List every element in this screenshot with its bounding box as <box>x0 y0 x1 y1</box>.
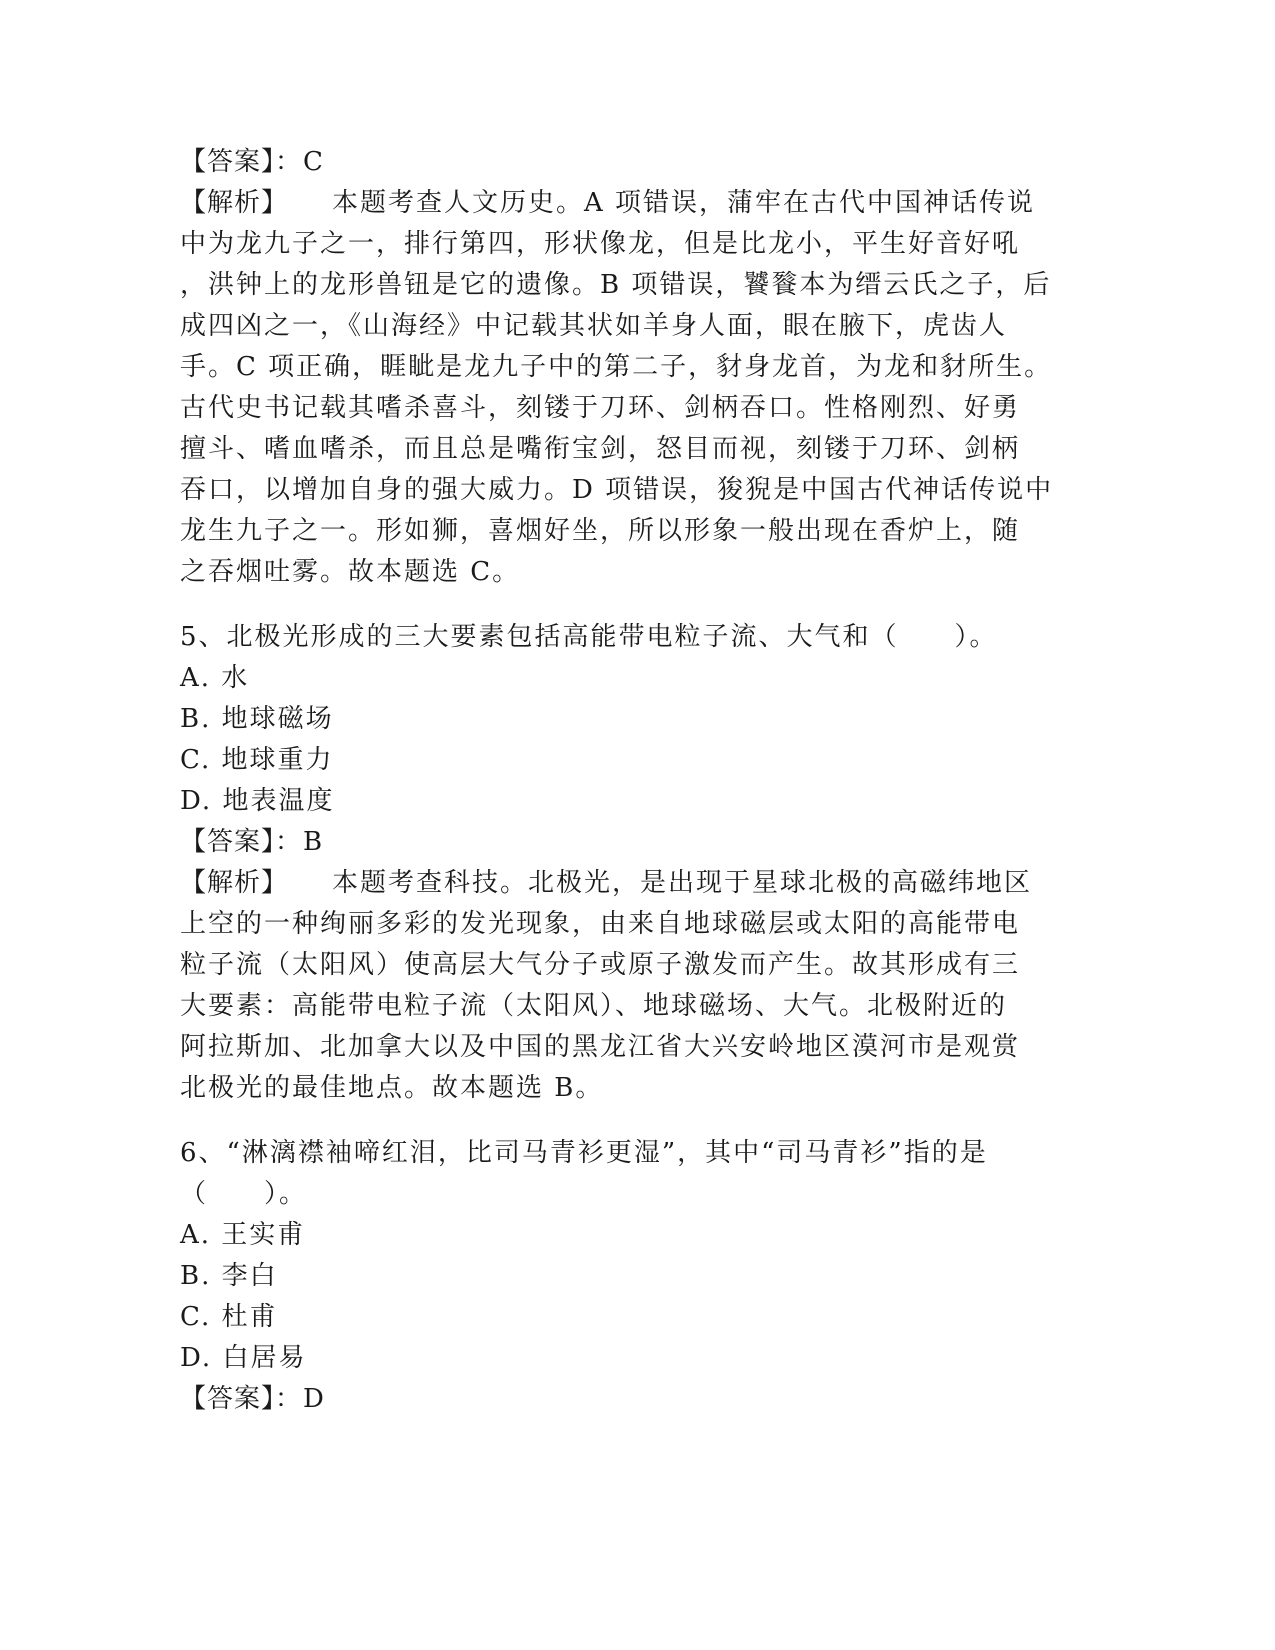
answer-value: B <box>303 827 325 857</box>
q6-option-c: C. 杜甫 <box>180 1302 278 1332</box>
answer-separator: ： <box>275 147 304 177</box>
q5-analysis-line-5: 阿拉斯加、北加拿大以及中国的黑龙江省大兴安岭地区漠河市是观赏 <box>180 1032 1021 1062</box>
analysis-text: 本题考查科技。北极光，是出现于星球北极的高磁纬地区 <box>332 868 1033 898</box>
q5-analysis-line-1 <box>180 866 1032 900</box>
prev-analysis-line-7: 擅斗、嗜血嗜杀，而且总是嘴衔宝剑，怒目而视，刻镂于刀环、剑柄 <box>180 434 1021 464</box>
answer-label: 【答案】 <box>180 147 276 177</box>
analysis-text: 本题考查人文历史。A 项错误，蒲牢在古代中国神话传说 <box>332 188 1036 218</box>
q6-stem-line-1: 6、“淋漓襟袖啼红泪，比司马青衫更湿”，其中“司马青衫”指的是 <box>180 1138 988 1168</box>
q6-answer-line <box>180 1382 326 1416</box>
answer-value: D <box>303 1384 326 1414</box>
q5-stem: 5、北极光形成的三大要素包括高能带电粒子流、大气和（ ）。 <box>180 622 998 652</box>
analysis-label: 【解析】 <box>180 188 289 218</box>
analysis-label: 【解析】 <box>180 868 289 898</box>
prev-analysis-line-3: ，洪钟上的龙形兽钮是它的遗像。B 项错误，饕餮本为缙云氏之子，后 <box>180 270 1052 300</box>
q5-analysis-line-2: 上空的一种绚丽多彩的发光现象，由来自地球磁层或太阳的高能带电 <box>180 909 1021 939</box>
q5-answer-line <box>180 825 324 859</box>
answer-separator: ： <box>275 827 304 857</box>
prev-analysis-line-2: 中为龙九子之一，排行第四，形状像龙，但是比龙小，平生好音好吼 <box>180 229 1021 259</box>
answer-value: C <box>303 147 325 177</box>
prev-analysis-line-6: 古代史书记载其嗜杀喜斗，刻镂于刀环、剑柄吞口。性格刚烈、好勇 <box>180 393 1021 423</box>
q6-stem-line-2: （ ）。 <box>180 1179 308 1209</box>
prev-analysis-line-4: 成四凶之一，《山海经》中记载其状如羊身人面，眼在腋下，虎齿人 <box>180 311 1008 341</box>
q5-option-d: D. 地表温度 <box>180 786 335 816</box>
q5-option-b: B. 地球磁场 <box>180 704 334 734</box>
answer-separator: ： <box>275 1384 304 1414</box>
prev-answer-line <box>180 145 325 179</box>
q5-analysis-line-3: 粒子流（太阳风）使高层大气分子或原子激发而产生。故其形成有三 <box>180 950 1021 980</box>
answer-label: 【答案】 <box>180 827 276 857</box>
q5-option-c: C. 地球重力 <box>180 745 334 775</box>
prev-analysis-line-9: 龙生九子之一。形如狮，喜烟好坐，所以形象一般出现在香炉上，随 <box>180 516 1021 546</box>
q6-option-a: A. 王实甫 <box>180 1220 306 1250</box>
prev-analysis-line-10: 之吞烟吐雾。故本题选 C。 <box>180 557 521 587</box>
answer-label: 【答案】 <box>180 1384 276 1414</box>
prev-analysis-line-8: 吞口，以增加自身的强大威力。D 项错误，狻猊是中国古代神话传说中 <box>180 475 1054 505</box>
q5-analysis-line-6: 北极光的最佳地点。故本题选 B。 <box>180 1073 604 1103</box>
q5-analysis-line-4: 大要素：高能带电粒子流（太阳风）、地球磁场、大气。北极附近的 <box>180 991 1008 1021</box>
q6-option-b: B. 李白 <box>180 1261 278 1291</box>
prev-analysis-line-5: 手。C 项正确，睚眦是龙九子中的第二子，豺身龙首，为龙和豺所生。 <box>180 352 1053 382</box>
prev-analysis-line-1 <box>180 186 1035 220</box>
q5-option-a: A. 水 <box>180 663 250 693</box>
q6-option-d: D. 白居易 <box>180 1343 307 1373</box>
